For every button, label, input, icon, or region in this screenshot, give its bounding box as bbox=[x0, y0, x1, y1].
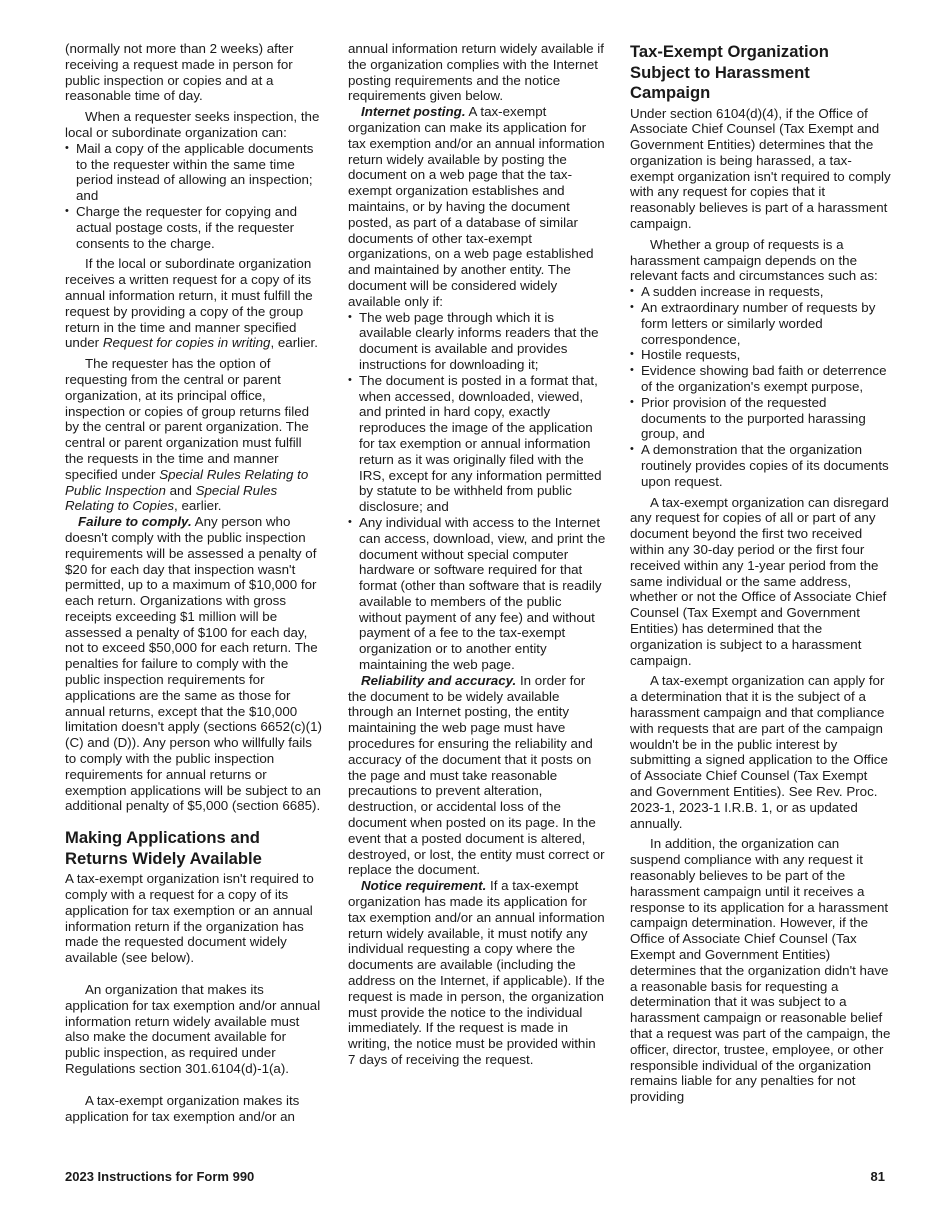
paragraph: (normally not more than 2 weeks) after receiving a request made in person for public inspection or copies and at a reasonable time of day. bbox=[65, 41, 294, 104]
bullet-item bbox=[65, 141, 323, 204]
bullet-text: Prior provision of the requested documents to the purported harassing group, and bbox=[641, 394, 866, 442]
footer-title: 2023 Instructions for Form 990 bbox=[65, 1169, 255, 1184]
bullet-item bbox=[630, 395, 892, 442]
bullet-icon: • bbox=[630, 301, 634, 314]
paragraph: In addition, the organization can suspend compliance with any request it reasonably believes to be part of the harassment campaign until it receives a response to its application for a harassment campaign determination. However, if the Office of Associate Chief Counsel (Tax Exempt and Government Entities) determines that the organization didn't have a reasonable basis for requesting a determination that it was subject to a harassment campaign or reasonable belief that a request was part of the campaign, the officer, director, trustee, employee, or other responsible individual of the organization remains liable for any penalties for not providing bbox=[630, 836, 891, 1105]
bullet-icon: • bbox=[65, 204, 69, 217]
run-in-heading: Notice requirement. bbox=[361, 878, 487, 894]
paragraph: A tax-exempt organization makes its application for tax exemption and/or an bbox=[65, 1092, 300, 1124]
paragraph: Internet posting. A tax-exempt organization can make its application for tax exemption and/or an annual information return widely available by posting the document on a web page that the tax-exempt organization establishes and maintains, or by having the document posted, as part of a database of similar documents of other tax-exempt organizations, on a web page established and maintained by another entity. The document will be considered widely available only if: bbox=[348, 104, 605, 309]
bullet-item bbox=[348, 515, 606, 673]
bullet-icon: • bbox=[630, 285, 634, 298]
bullet-text: Evidence showing bad faith or deterrence of the organization's exempt purpose, bbox=[641, 363, 887, 395]
bullet-icon: • bbox=[630, 364, 634, 377]
bullet-text: The web page through which it is available clearly informs readers that the document is available and provides instructions for downloading it; bbox=[359, 309, 599, 372]
bullet-item bbox=[630, 284, 892, 300]
column-1 bbox=[65, 41, 323, 1124]
bullet-icon: • bbox=[348, 373, 352, 386]
bullet-icon: • bbox=[348, 310, 352, 323]
run-in-heading: Failure to comply. bbox=[78, 514, 192, 530]
page-number: 81 bbox=[870, 1169, 885, 1184]
bullet-item bbox=[630, 347, 892, 363]
paragraph: An organization that makes its application for tax exemption and/or annual information return widely available must also make the document available for public inspection, as required under Regulations section 301.6104(d)-1(a). bbox=[65, 982, 321, 1077]
run-in-heading: Internet posting. bbox=[361, 104, 466, 120]
bullet-item bbox=[630, 363, 892, 395]
bullet-item bbox=[630, 442, 892, 489]
bullet-item bbox=[348, 310, 606, 373]
paragraph: A tax-exempt organization isn't required to comply with a request for a copy of its application for tax exemption or an annual information return if the organization has made the requested document widely available (see below). bbox=[65, 871, 314, 966]
paragraph: Whether a group of requests is a harassment campaign depends on the relevant facts and circumstances such as: bbox=[630, 236, 878, 284]
bullet-text: The document is posted in a format that, when accessed, downloaded, viewed, and printed in hard copy, exactly reproduces the image of the application for tax exemption or annual information return as it was originally filed with the IRS, except for any information permitted by statute to be withheld from public disclosure; and bbox=[359, 372, 602, 515]
paragraph: Notice requirement. If a tax-exempt organization has made its application for tax exemption and/or an annual information return widely available, it must notify any individual requesting a copy where the documents are available (including the address on the Internet, if applicable). If the request is made in person, the organization must provide the notice to the individual immediately. If the request is made in writing, the notice must be provided within 7 days of receiving the request. bbox=[348, 878, 605, 1067]
bullet-text: Any individual with access to the Internet can access, download, view, and print the document without special computer hardware or software required for that format (other than software that is readily available to members of the public without payment of any fee) and without payment of a fee to the tax-exempt organization or to another entity maintaining the web page. bbox=[359, 514, 606, 673]
bullet-item bbox=[630, 300, 892, 347]
bullet-icon: • bbox=[630, 443, 634, 456]
column-2 bbox=[348, 41, 606, 1068]
run-in-heading: Reliability and accuracy. bbox=[361, 672, 517, 688]
bullet-icon: • bbox=[630, 348, 634, 361]
paragraph: If the local or subordinate organization receives a written request for a copy of its annual information return, it must fulfill the request by providing a copy of the group return in the time and manner specified under Request for copies in writing, earlier. bbox=[65, 256, 318, 351]
bullet-text: A sudden increase in requests, bbox=[641, 284, 824, 300]
bullet-icon: • bbox=[348, 515, 352, 528]
paragraph: Reliability and accuracy. In order for the document to be widely available through an Internet posting, the entity maintaining the web page must have procedures for ensuring the reliability and accuracy of the document that it posts on the page and must take reasonable precautions to prevent alteration, destruction, or accidental loss of the document when posted on its page. In the event that a posted document is altered, destroyed, or lost, the entity must correct or replace the document. bbox=[348, 672, 605, 878]
section-heading: Making Applications and Returns Widely Available bbox=[65, 828, 262, 868]
paragraph: annual information return widely available if the organization complies with the Internet posting requirements and the notice requirements given below. bbox=[348, 41, 604, 104]
bullet-text: An extraordinary number of requests by form letters or similarly worded correspondence, bbox=[641, 300, 876, 347]
bullet-icon: • bbox=[630, 395, 634, 408]
bullet-text: Mail a copy of the applicable documents to the requester within the same time period instead of allowing an inspection; and bbox=[76, 140, 314, 204]
section-heading: Tax-Exempt Organization Subject to Harassment Campaign bbox=[630, 42, 829, 102]
column-3 bbox=[630, 41, 892, 1105]
bullet-item bbox=[348, 373, 606, 515]
paragraph: A tax-exempt organization can disregard any request for copies of all or part of any document beyond the first two received within any 30-day period or the first four received within any 1-year period from the same individual or the same address, whether or not the Office of Associate Chief Counsel (Tax Exempt and Government Entities) has determined that the organization is subject to a harassment campaign. bbox=[630, 494, 889, 668]
paragraph: Failure to comply. Any person who doesn't comply with the public inspection requirements will be assessed a penalty of $20 for each day that inspection wasn't permitted, up to a maximum of $10,000 for each return. Organizations with gross receipts exceeding $1 million will be assessed a penalty of $100 for each day, not to exceed $50,000 for each return. The penalties for failure to comply with the public inspection requirements for applications are the same as those for annual returns, except that the $10,000 limitation doesn't apply (sections 6652(c)(1)(C) and (D)). Any person who willfully fails to comply with the public inspection requirements for annual returns or exemption applications will be subject to an additional penalty of $5,000 (section 6685). bbox=[65, 514, 322, 814]
bullet-text: Charge the requester for copying and actual postage costs, if the requester consents to the charge. bbox=[76, 203, 298, 251]
bullet-text: A demonstration that the organization routinely provides copies of its documents upon request. bbox=[641, 442, 889, 489]
bullet-icon: • bbox=[65, 141, 69, 154]
paragraph: A tax-exempt organization can apply for a determination that it is the subject of a harassment campaign and that compliance with requests that are part of the campaign wouldn't be in the public interest by submitting a signed application to the Office of Associate Chief Counsel (Tax Exempt and Government Entities). See Rev. Proc. 2023-1, 2023-1 I.R.B. 1, or as updated annually. bbox=[630, 673, 888, 831]
paragraph: Under section 6104(d)(4), if the Office of Associate Chief Counsel (Tax Exempt and Government Entities) determines that the organization is being harassed, a tax-exempt organization isn't required to comply with any request for copies that it reasonably believes is part of a harassment campaign. bbox=[630, 105, 891, 232]
page-footer bbox=[65, 1169, 885, 1184]
bullet-text: Hostile requests, bbox=[641, 347, 741, 363]
bullet-item bbox=[65, 204, 323, 251]
paragraph: When a requester seeks inspection, the local or subordinate organization can: bbox=[65, 109, 320, 140]
paragraph: The requester has the option of requesting from the central or parent organization, at its principal office, inspection or copies of group returns filed by the central or parent organization. The central or parent organization must fulfill the requests in the time and manner specified under Special Rules Relating to Public Inspection and Special Rules Relating to Copies, earlier. bbox=[65, 356, 310, 514]
